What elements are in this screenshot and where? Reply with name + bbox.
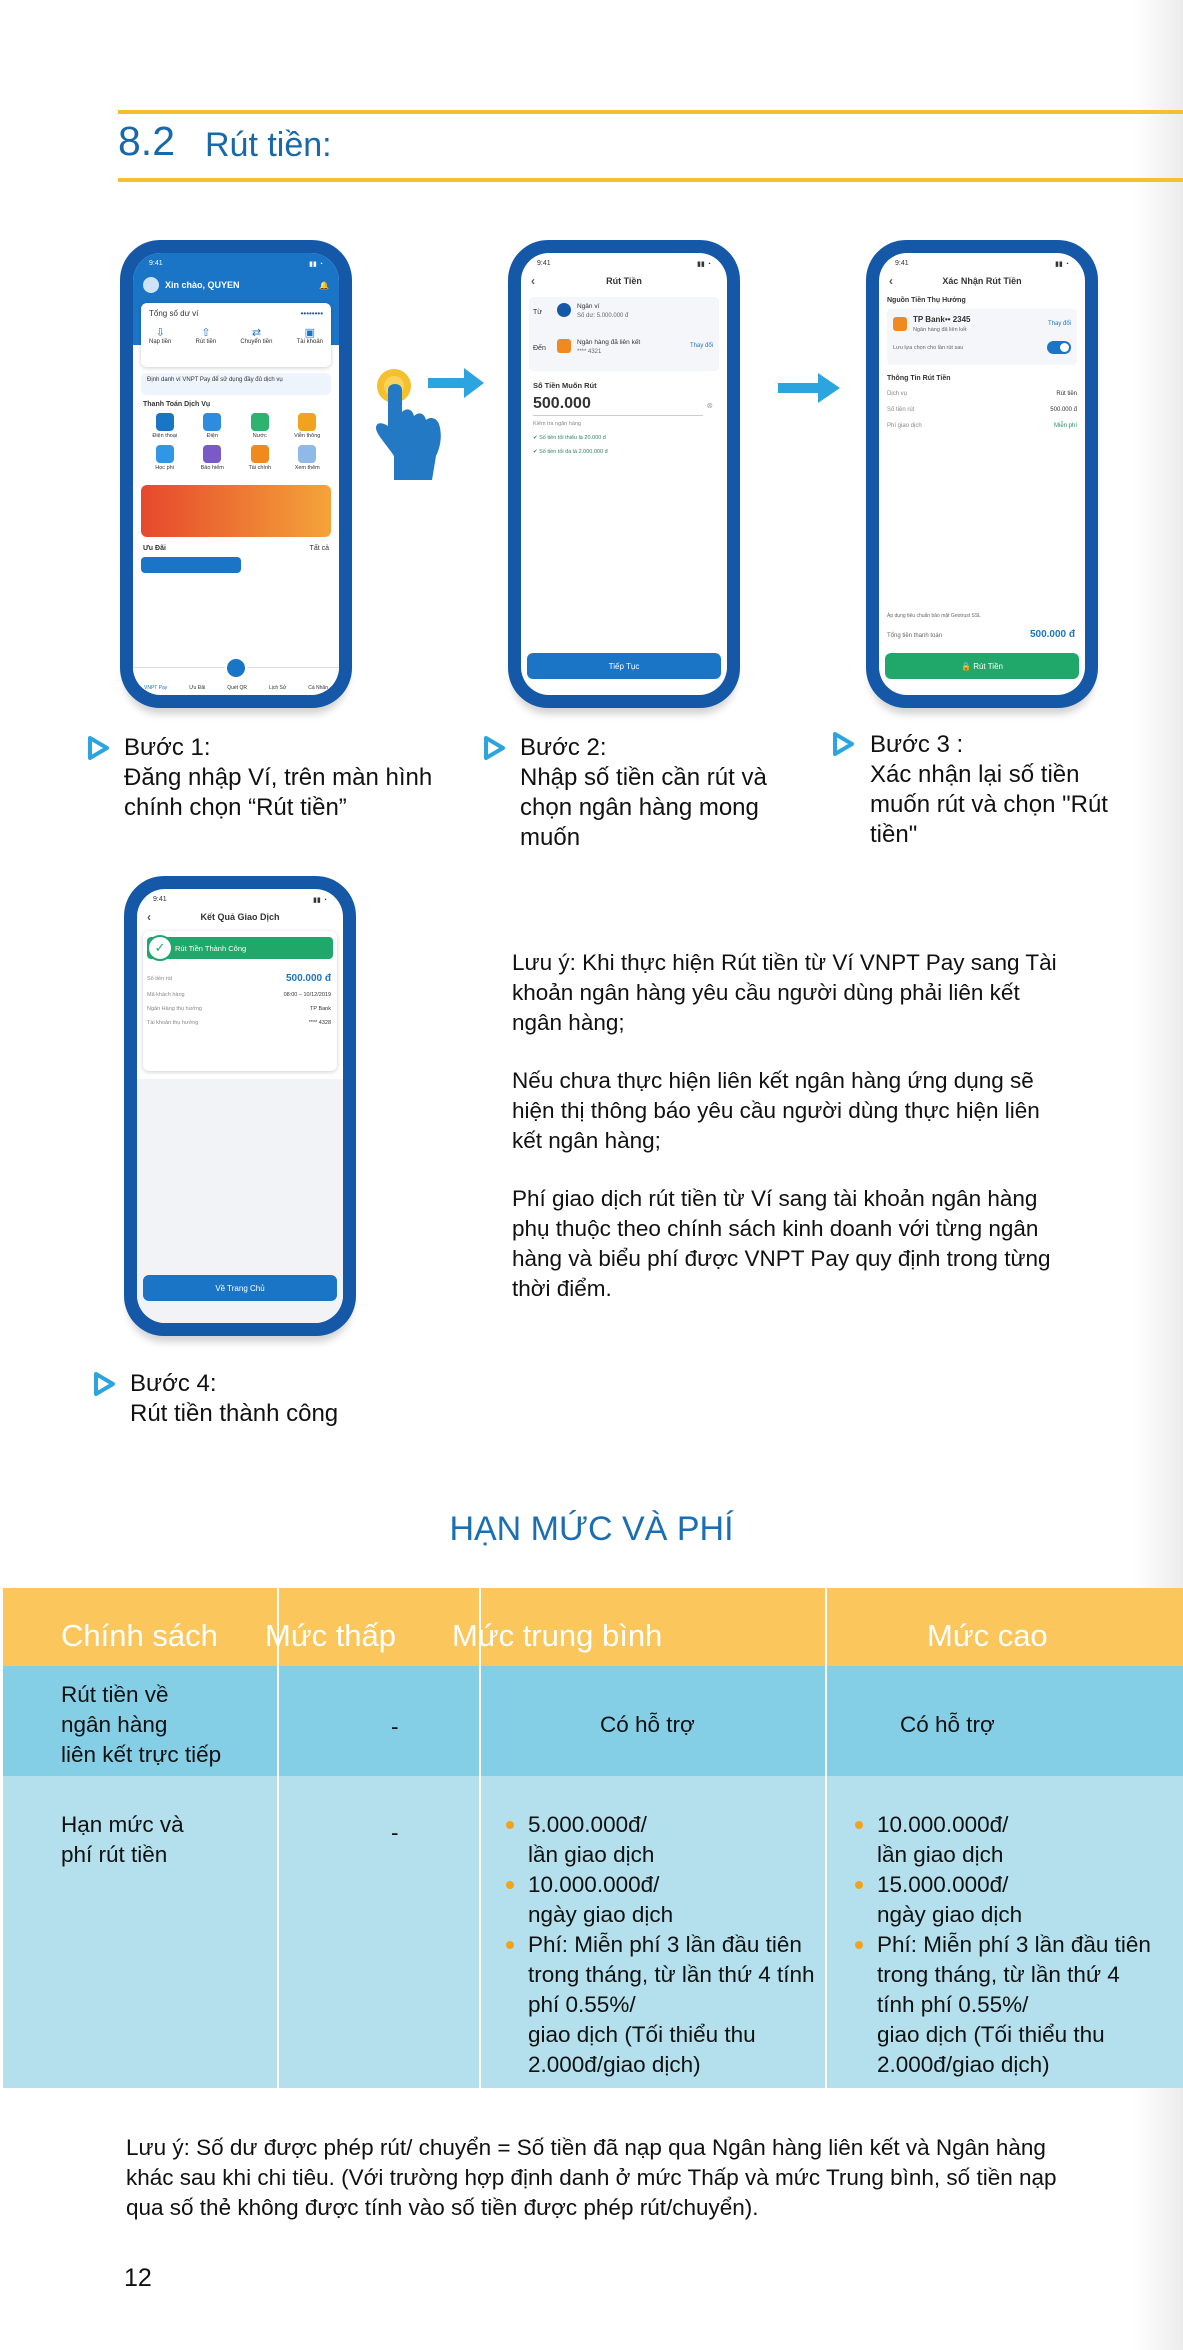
phone-result-screen: 9:41 ▮▮ ◔ ‹ Kết Quả Giao Dịch Rút Tiền Thành Công ✓ Số tiền rút 500.000 đ Mã khách hàng 08:00 – 10/12/2019 Ngân Hàng thụ hưởng TP Bank Tài khoản thụ hưởng **** 4328 Về Trang Chủ <box>124 876 356 1336</box>
status-time: 9:41 <box>149 260 163 267</box>
column-divider <box>277 1588 279 2088</box>
clear-icon[interactable]: ⊗ <box>706 401 713 410</box>
promo-card[interactable] <box>141 557 241 573</box>
avatar[interactable] <box>143 277 159 293</box>
rule-min: ✔ Số tiền tối thiểu là 20.000 đ <box>533 435 606 441</box>
security-note: Áp dụng tiêu chuẩn bảo mật Geotrust SSL <box>887 613 981 619</box>
services-title: Thanh Toán Dịch Vụ <box>143 401 211 408</box>
service-tuition[interactable]: Học phí <box>141 445 189 471</box>
section-number: 8.2 <box>118 118 175 164</box>
nav-scan-qr[interactable]: Quét QR <box>227 685 247 691</box>
bank-sub: Ngân hàng đã liên kết <box>913 327 967 333</box>
service-telecom[interactable]: Viễn thông <box>284 413 332 439</box>
nav-home[interactable]: VNPT Pay <box>144 685 168 691</box>
row1-label: Rút tiền về ngân hàng liên kết trực tiếp <box>61 1682 222 1767</box>
row1-mid: Có hỗ trợ <box>600 1712 695 1737</box>
phone-home-screen: 9:41 ▮▮ ◔ Xin chào, QUYEN 🔔 Tổng số dư ví •••••••• ⇩ Nạp tiền ⇧ Rút tiền ⇄ Chuyển tiền ▣ Tài khoản Định danh ví VNPT Pay để sử dụng đầy đủ dịch vụ Thanh Toán Dịch Vụ Điện thoại Điện Nước Viễn thông Học phí Bảo hiểm Tài chính Xem thêm Ưu Đãi Tất cả VNPT Pay Ưu Đãi Quét QR Lịch Sử Cá Nhân <box>120 240 352 708</box>
step-text: chính chọn “Rút tiền” <box>124 794 347 821</box>
status-time: 9:41 <box>895 260 909 267</box>
result-row: Mã khách hàng 08:00 – 10/12/2019 <box>147 992 331 998</box>
amount-hint: Kiểm tra ngân hàng <box>533 421 582 427</box>
step-play-icon <box>830 731 856 757</box>
source-title: Nguồn Tiền Thụ Hưởng <box>887 297 966 304</box>
lock-icon: 🔒 <box>961 661 974 671</box>
nav-history[interactable]: Lịch Sử <box>268 685 287 691</box>
step-1 <box>124 733 432 823</box>
bank-logo-icon <box>557 339 571 353</box>
row2-mid-list <box>506 1810 815 2080</box>
header-low: Mức thấp <box>265 1618 397 1653</box>
limits-title: HẠN MỨC VÀ PHÍ <box>449 1510 734 1548</box>
step-text: tiền" <box>870 821 918 848</box>
header-medium: Mức trung bình <box>452 1618 663 1653</box>
service-phone[interactable]: Điện thoại <box>141 413 189 439</box>
step-play-icon <box>85 735 111 761</box>
row2-label: Hạn mức và phí rút tiền <box>61 1812 184 1867</box>
column-divider <box>825 1588 827 2088</box>
header-policy: Chính sách <box>61 1618 218 1653</box>
greeting: Xin chào, QUYEN <box>165 280 240 290</box>
result-row: Tài khoản thụ hưởng **** 4328 <box>147 1020 331 1026</box>
info-title: Thông Tin Rút Tiền <box>887 375 951 382</box>
promo-banner[interactable] <box>141 485 331 537</box>
nav-profile[interactable]: Cá Nhân <box>308 685 328 691</box>
withdraw-button: 🔒 Rút Tiền <box>885 653 1079 679</box>
step-label: Bước 4: <box>130 1370 217 1397</box>
step-4 <box>130 1369 338 1429</box>
service-water[interactable]: Nước <box>236 413 284 439</box>
check-icon: ✔ <box>533 449 540 455</box>
screen-title: Rút Tiền <box>606 276 642 286</box>
section-title: Rút tiền: <box>205 126 332 164</box>
header-high: Mức cao <box>927 1618 1048 1653</box>
qr-scan-icon[interactable] <box>225 657 247 679</box>
back-icon[interactable]: ‹ <box>147 910 151 924</box>
save-choice-label: Lưu lựa chọn cho lần rút sau <box>893 345 964 351</box>
step-text: muốn <box>520 824 581 851</box>
info-row: Phí giao dịch Miễn phí <box>887 423 1077 429</box>
list-item: 10.000.000đ/ ngày giao dịch <box>506 1870 815 1930</box>
save-choice-toggle[interactable] <box>1047 341 1071 354</box>
step-label: Bước 1: <box>124 734 211 761</box>
footnote: Lưu ý: Số dư được phép rút/ chuyển = Số tiền đã nạp qua Ngân hàng liên kết và Ngân hàng khác sau khi chi tiêu. (Với trường hợp định danh ở mức Thấp và mức Trung bình, số tiền nạp qua số thẻ không được tính vào số tiền được phép rút/chuyển). <box>126 2135 1057 2220</box>
note-not-linked: Nếu chưa thực hiện liên kết ngân hàng ứng dụng sẽ hiện thị thông báo yêu cầu người dùng thực hiện liên kết ngân hàng; <box>512 1068 1040 1153</box>
row2-low: - <box>391 1820 399 1845</box>
to-label: Đến <box>533 345 546 352</box>
step-text: Xác nhận lại số tiền <box>870 761 1080 788</box>
step-play-icon <box>91 1371 117 1397</box>
title-rule <box>118 178 1183 182</box>
arrow-right-icon <box>778 370 840 406</box>
row1-low: - <box>391 1714 399 1739</box>
service-more[interactable]: Xem thêm <box>284 445 332 471</box>
page-number: 12 <box>124 2264 152 2292</box>
info-row: Dịch vụ Rút tiền <box>887 391 1077 397</box>
wallet-icon <box>557 303 571 317</box>
amount-input[interactable]: 500.000 <box>533 395 703 416</box>
amount-label: Số Tiền Muốn Rút <box>533 381 597 390</box>
from-label: Từ <box>533 309 542 316</box>
back-icon[interactable]: ‹ <box>889 274 893 288</box>
note-fees: Phí giao dịch rút tiền từ Ví sang tài khoản ngân hàng phụ thuộc theo chính sách kinh doanh với từng ngân hàng và biểu phí được VNPT Pay quy định trong từng thời điểm. <box>512 1186 1051 1301</box>
list-item: 15.000.000đ/ ngày giao dịch <box>855 1870 1151 1930</box>
step-3 <box>870 730 1108 850</box>
total-amount: 500.000 đ <box>1029 629 1075 640</box>
to-number: **** 4321 <box>577 349 602 355</box>
promo-title: Ưu Đãi <box>143 545 166 552</box>
note-link-required: Lưu ý: Khi thực hiện Rút tiền từ Ví VNPT Pay sang Tài khoản ngân hàng yêu cầu người dùng phải liên kết ngân hàng; <box>512 950 1057 1035</box>
tpbank-logo-icon <box>893 317 907 331</box>
list-item: 10.000.000đ/ lần giao dịch <box>855 1810 1151 1870</box>
verify-notice[interactable]: Định danh ví VNPT Pay để sử dụng đầy đủ dịch vụ <box>141 373 331 395</box>
change-bank-link[interactable]: Thay đổi <box>689 343 713 349</box>
check-icon: ✔ <box>533 435 540 441</box>
from-balance: Số dư: 5.000.000 đ <box>577 313 629 319</box>
step-text: Rút tiền thành công <box>130 1400 339 1427</box>
nav-offers[interactable]: Ưu Đãi <box>189 685 206 691</box>
row1-high: Có hỗ trợ <box>900 1712 995 1737</box>
phone-confirm-screen: 9:41 ▮▮ ◔ ‹ Xác Nhận Rút Tiền Nguồn Tiền Thụ Hưởng TP Bank•• 2345 Ngân hàng đã liên kết Thay đổi Lưu lựa chọn cho lần rút sau Thông Tin Rút Tiền Dịch vụ Rút tiền Số tiền rút 500.000 đ Phí giao dịch Miễn phí Áp dụng tiêu chuẩn bảo mật Geotrust SSL Tổng tiền thanh toán 500.000 đ 🔒 Rút Tiền <box>866 240 1098 708</box>
continue-button[interactable]: Tiếp Tục <box>527 653 721 679</box>
rule-max: ✔ Số tiền tối đa là 2.000.000 đ <box>533 449 608 455</box>
step-play-icon <box>481 735 507 761</box>
row2-high-list <box>855 1810 1151 2080</box>
transfer-action[interactable]: ⇄ Chuyển tiền <box>240 327 273 345</box>
list-item: Phí: Miễn phí 3 lần đầu tiên trong tháng, từ lần thứ 4 tính phí 0.55%/ giao dịch (Tối thiểu thu 2.000đ/giao dịch) <box>855 1930 1151 2080</box>
top-rule <box>118 110 1183 114</box>
bank-name: TP Bank•• 2345 <box>913 315 971 324</box>
service-finance[interactable]: Tài chính <box>236 445 284 471</box>
withdraw-action[interactable]: ⇧ Rút tiền <box>195 327 217 345</box>
step-label: Bước 3 : <box>870 731 964 758</box>
promo-more-link[interactable]: Tất cả <box>309 545 329 552</box>
arrow-right-icon <box>428 364 484 402</box>
topup-action[interactable]: ⇩ Nạp tiền <box>149 327 172 345</box>
phone-withdraw-screen: 9:41 ▮▮ ◔ ‹ Rút Tiền Từ Ngân ví Số dư: 5.000.000 đ Đến Ngân hàng đã liên kết **** 4321 Thay đổi Số Tiền Muốn Rút 500.000 ⊗ Kiểm tra ngân hàng ✔ Số tiền tối thiểu là 20.000 đ ✔ Số tiền tối đa là 2.000.000 đ Tiếp Tục <box>508 240 740 708</box>
step-text: chọn ngân hàng mong <box>520 794 759 821</box>
step-2 <box>520 733 767 853</box>
success-check-icon: ✓ <box>147 935 173 961</box>
column-divider <box>479 1588 481 2088</box>
step-text: muốn rút và chọn "Rút <box>870 791 1108 818</box>
service-insurance[interactable]: Bảo hiểm <box>189 445 237 471</box>
step-text: Nhập số tiền cần rút và <box>520 764 767 791</box>
service-electric[interactable]: Điện <box>189 413 237 439</box>
total-label: Tổng tiền thanh toán <box>887 633 943 639</box>
change-bank-link[interactable]: Thay đổi <box>1047 321 1071 327</box>
step-text: Đăng nhập Ví, trên màn hình <box>124 764 433 791</box>
info-row: Số tiền rút 500.000 đ <box>887 407 1077 413</box>
success-banner: Rút Tiền Thành Công <box>147 937 333 959</box>
result-row: Số tiền rút 500.000 đ <box>147 973 331 984</box>
status-time: 9:41 <box>153 896 167 903</box>
screen-title: Kết Quả Giao Dịch <box>200 912 280 922</box>
status-time: 9:41 <box>537 260 551 267</box>
list-item: 5.000.000đ/ lần giao dịch <box>506 1810 815 1870</box>
step-label: Bước 2: <box>520 734 607 761</box>
to-name: Ngân hàng đã liên kết <box>577 339 641 346</box>
result-row: Ngân Hàng thụ hưởng TP Bank <box>147 1006 331 1012</box>
bell-icon[interactable]: 🔔 <box>319 280 329 290</box>
from-name: Ngân ví <box>577 303 600 310</box>
balance-label: Tổng số dư ví <box>149 309 199 318</box>
balance-mask[interactable]: •••••••• <box>300 309 323 318</box>
screen-title: Xác Nhận Rút Tiền <box>942 276 1022 286</box>
account-action[interactable]: ▣ Tài khoản <box>296 327 323 345</box>
back-icon[interactable]: ‹ <box>531 274 535 288</box>
home-button[interactable]: Về Trang Chủ <box>143 1275 337 1301</box>
list-item: Phí: Miễn phí 3 lần đầu tiên trong tháng, từ lần thứ 4 tính phí 0.55%/ giao dịch (Tối thiểu thu 2.000đ/giao dịch) <box>506 1930 815 2080</box>
